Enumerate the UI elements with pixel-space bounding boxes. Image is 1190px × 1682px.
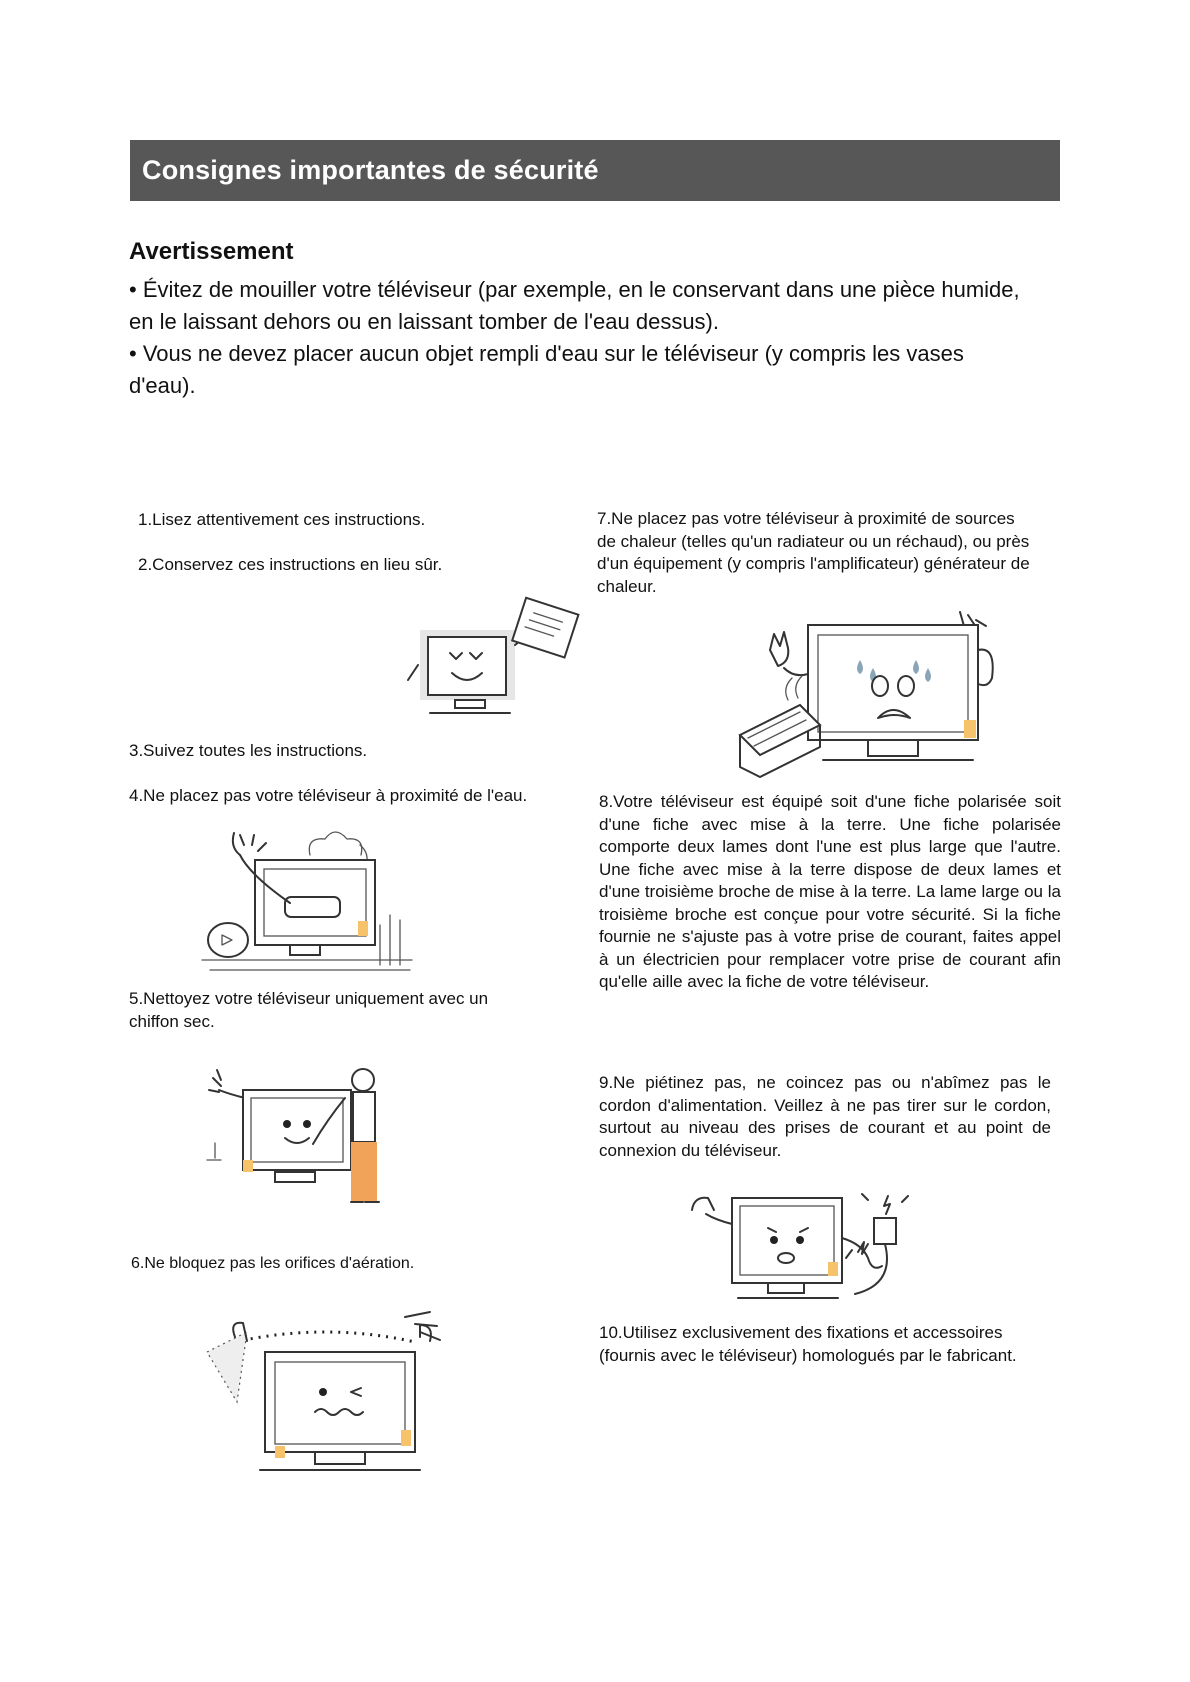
section-banner	[130, 140, 1060, 201]
warning-text	[129, 274, 1029, 402]
instruction-7: 7.Ne placez pas votre téléviseur à proximité de sources de chaleur (telles qu'un radiateur ou un réchaud), ou près d'un équipement (y compris l'amplificateur) générateur de chaleur.	[597, 509, 1030, 596]
tv-water-hazard-icon	[200, 825, 415, 975]
instruction-9: 9.Ne piétinez pas, ne coincez pas ou n'abîmez pas le cordon d'alimentation. Veillez à ne pas tirer sur le cordon, surtout au niveau des prises de courant et au point de connexion du téléviseur.	[599, 1073, 1051, 1160]
warning-bullet: • Vous ne devez placer aucun objet rempli d'eau sur le téléviseur (y compris les vases d'eau).	[129, 341, 964, 398]
instruction-1: 1.Lisez attentivement ces instructions.	[138, 510, 426, 529]
tv-ventilation-blocked-icon	[205, 1312, 460, 1477]
page-title: Consignes importantes de sécurité	[142, 155, 599, 185]
warning-heading: Avertissement	[129, 238, 294, 265]
instruction-2: 2.Conservez ces instructions en lieu sûr.	[138, 555, 443, 574]
instruction-5: 5.Nettoyez votre téléviseur uniquement avec un chiffon sec.	[129, 989, 489, 1031]
instruction-4: 4.Ne placez pas votre téléviseur à proximité de l'eau.	[129, 786, 528, 805]
warning-bullet: • Évitez de mouiller votre téléviseur (par exemple, en le conservant dans une pièce humide, en le laissant dehors ou en laissant tomber de l'eau dessus).	[129, 277, 1020, 334]
tv-cleaning-cloth-icon	[205, 1068, 390, 1218]
instruction-6: 6.Ne bloquez pas les orifices d'aération.	[131, 1255, 415, 1272]
tv-reading-manual-icon	[400, 595, 590, 725]
instruction-3: 3.Suivez toutes les instructions.	[129, 741, 368, 760]
instruction-10: 10.Utilisez exclusivement des fixations et accessoires (fournis avec le téléviseur) homologués par le fabricant.	[599, 1323, 1017, 1365]
tv-heat-source-icon	[728, 610, 998, 775]
tv-power-cord-icon	[688, 1188, 913, 1308]
instruction-8: 8.Votre téléviseur est équipé soit d'une fiche polarisée soit d'une fiche avec mise à la terre. Une fiche polarisée comporte deux lames dont l'une est plus large que l'autre. Une fiche avec mise à la terre dispose de deux lames et d'une troisième broche de mise à la terre. La lame large ou la troisième broche est conçue pour votre sécurité. Si la fiche fournie ne s'ajuste pas à votre prise de courant, faites appel à un électricien pour remplacer votre prise de courant afin qu'elle aille avec la fiche de votre téléviseur.	[599, 792, 1061, 991]
